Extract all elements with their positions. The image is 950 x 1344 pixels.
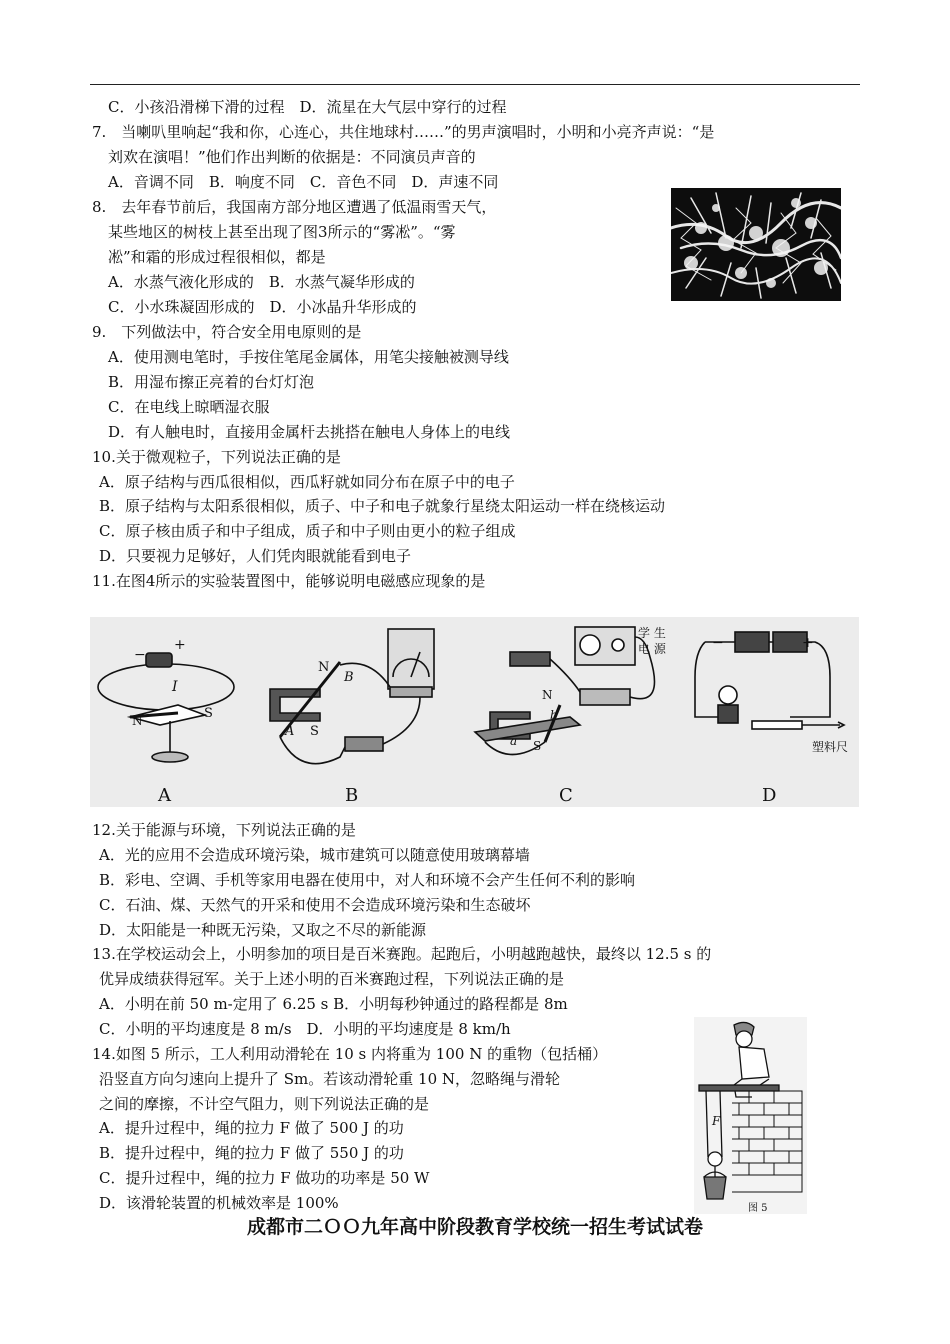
fig4c-power-label-1: 学 生 [638, 626, 666, 640]
q8-options-ab: A．水蒸气液化形成的 B．水蒸气凝华形成的 [108, 273, 415, 291]
figure3-rime-photo [671, 188, 841, 301]
q8-stem-cont: 某些地区的树枝上甚至出现了图3所示的“雾凇”。“雾 [108, 223, 456, 241]
q9-option-d: D．有人触电时，直接用金属杆去挑搭在触电人身体上的电线 [108, 423, 511, 441]
q10-option-c: C．原子核由质子和中子组成，质子和中子则由更小的粒子组成 [99, 522, 516, 540]
fig4c-south-label: S [533, 739, 542, 753]
exam-footer-title: 成都市二ＯＯ九年高中阶段教育学校统一招生考试试卷 [246, 1216, 703, 1238]
q10-option-b: B．原子结构与太阳系很相似，质子、中子和电子就象行星绕太阳运动一样在绕核运动 [99, 497, 666, 515]
header-rule [90, 84, 860, 85]
q13-options-cd: C．小明的平均速度是 8 m/s D．小明的平均速度是 8 km/h [99, 1020, 511, 1038]
q7-options: A．音调不同 B．响度不同 C．音色不同 D．声速不同 [108, 173, 499, 191]
q12-option-c: C．石油、煤、天然气的开采和使用不会造成环境污染和生态破坏 [99, 896, 531, 914]
q8-options-cd: C．小水珠凝固形成的 D．小冰晶升华形成的 [108, 298, 417, 316]
q14-stem-cont2: 之间的摩擦，不计空气阻力，则下列说法正确的是 [99, 1095, 430, 1113]
fig4b-north-label: N [318, 660, 330, 675]
q10-option-a: A．原子结构与西瓜很相似，西瓜籽就如同分布在原子中的电子 [99, 473, 515, 491]
fig4-panel-a-label: A [158, 785, 171, 806]
q12-option-a: A．光的应用不会造成环境污染，城市建筑可以随意使用玻璃幕墙 [99, 846, 530, 864]
fig4-panel-b-label: B [345, 785, 359, 806]
fig4c-point-b-label: b [550, 708, 558, 722]
q6-options-cd: C．小孩沿滑梯下滑的过程 D．流星在大气层中穿行的过程 [108, 98, 507, 116]
fig4-panel-d-label: D [762, 785, 777, 806]
q12-option-d: D．太阳能是一种既无污染，又取之不尽的新能源 [99, 921, 427, 939]
fig4b-point-b-label: B [344, 670, 354, 685]
fig4d-minus-label: − [712, 635, 724, 651]
q10-option-d: D．只要视力足够好，人们凭肉眼就能看到电子 [99, 547, 412, 565]
q14-stem: 14.如图 5 所示，工人利用动滑轮在 10 s 内将重为 100 N 的重物（包括桶） [92, 1045, 608, 1063]
fig4d-ruler-label: 塑料尺 [812, 740, 849, 754]
q14-option-a: A．提升过程中，绳的拉力 F 做了 500 J 的功 [99, 1119, 404, 1137]
q14-option-d: D．该滑轮装置的机械效率是 100% [99, 1194, 339, 1212]
figure4-experiments [90, 617, 859, 807]
q9-stem: 9. 下列做法中，符合安全用电原则的是 [92, 323, 362, 341]
q14-option-c: C．提升过程中，绳的拉力 F 做功的功率是 50 W [99, 1169, 430, 1187]
fig4c-point-a-label: a [510, 734, 518, 748]
q9-option-c: C．在电线上晾晒湿衣服 [108, 398, 270, 416]
q12-option-b: B．彩电、空调、手机等家用电器在使用中，对人和环境不会产生任何不利的影响 [99, 871, 636, 889]
q14-option-b: B．提升过程中，绳的拉力 F 做了 550 J 的功 [99, 1144, 404, 1162]
q9-option-a: A．使用测电笔时，手按住笔尾金属体，用笔尖接触被测导线 [108, 348, 509, 366]
fig4a-south-label: S [204, 706, 213, 721]
fig5-force-label: F [712, 1114, 721, 1128]
fig4c-north-label: N [542, 688, 553, 702]
q14-stem-cont: 沿竖直方向匀速向上提升了 Sm。若该动滑轮重 10 N，忽略绳与滑轮 [99, 1070, 561, 1088]
fig4-panel-c-label: C [559, 785, 573, 806]
fig4a-current-label: I [172, 679, 178, 695]
q13-stem-cont: 优异成绩获得冠军。关于上述小明的百米赛跑过程，下列说法正确的是 [99, 970, 565, 988]
q13-options-ab: A．小明在前 50 m-定用了 6.25 s B．小明每秒钟通过的路程都是 8m [99, 995, 568, 1013]
fig4a-north-label: N [132, 714, 143, 728]
q7-stem: 7. 当喇叭里响起“我和你，心连心，共住地球村……”的男声演唱时，小明和小亮齐声说：“是 [92, 123, 715, 141]
q10-stem: 10.关于微观粒子，下列说法正确的是 [92, 448, 341, 466]
q11-stem: 11.在图4所示的实验装置图中，能够说明电磁感应现象的是 [92, 572, 486, 590]
fig5-caption: 图 5 [748, 1203, 768, 1214]
q8-stem: 8. 去年春节前后，我国南方部分地区遭遇了低温雨雪天气， [92, 198, 497, 216]
fig4d-plus-label: + [802, 635, 814, 651]
q7-stem-cont: 刘欢在演唱！”他们作出判断的依据是：不同演员声音的 [108, 148, 476, 166]
q9-option-b: B．用湿布擦正亮着的台灯灯泡 [108, 373, 315, 391]
fig4c-power-label-2: 电 源 [638, 642, 666, 656]
figure5-pulley [694, 1017, 807, 1214]
fig4b-south-label: S [310, 724, 319, 739]
fig4b-point-a-label: A [285, 724, 295, 739]
q13-stem: 13.在学校运动会上，小明参加的项目是百米赛跑。起跑后，小明越跑越快，最终以 12.5 s 的 [92, 945, 712, 963]
q8-stem-cont2: 凇”和霜的形成过程很相似，都是 [108, 248, 326, 266]
fig4a-plus-label: + [174, 637, 186, 653]
fig4a-minus-label: − [134, 647, 146, 663]
q12-stem: 12.关于能源与环境，下列说法正确的是 [92, 821, 356, 839]
